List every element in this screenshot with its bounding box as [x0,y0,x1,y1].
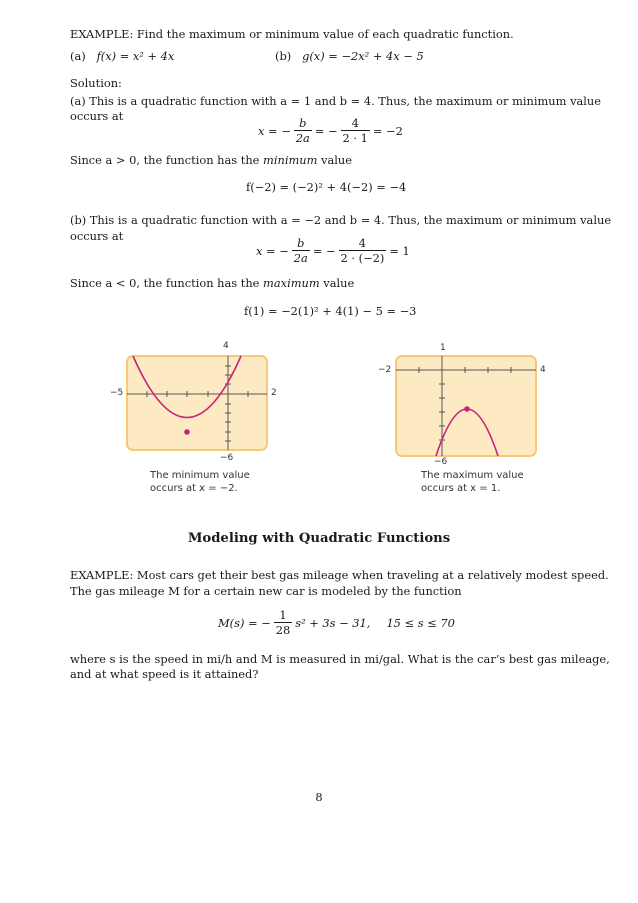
mileage-eq-den: 28 [275,623,291,637]
graph-right-y-top-label: 1 [440,343,446,353]
b-kind: maximum [263,276,320,290]
mileage-eq-domain: 15 ≤ s ≤ 70 [386,615,455,630]
graph-right-y-bottom-label: −6 [434,457,448,467]
graph-left-x-right-label: 2 [271,388,277,398]
graph-left-y-bottom-label: −6 [220,453,234,463]
a-eq-num1: b [299,116,307,130]
a-since-text: Since a > 0, the function has the [70,153,260,167]
a-value-equation: f(−2) = (−2)² + 4(−2) = −4 [246,180,407,194]
part-a-label: (a) [70,49,86,63]
graph-right-caption-line2: occurs at x = 1. [421,483,501,494]
a-eq-frac2 [341,116,370,145]
graph-left-y-top-label: 4 [223,341,229,351]
graph-left-caption-line2: occurs at x = −2. [150,483,238,494]
a-eq-frac1 [294,116,312,145]
a-eq-num2: 4 [351,116,359,130]
a-value-word: value [321,153,352,167]
part-a [70,49,174,64]
graph-right-caption-line1: The maximum value [421,470,524,481]
graph-left-x-left-label: −5 [110,388,124,398]
a-text-line1: (a) This is a quadratic function with a = 1 and b = 4. Thus, the maximum or minimum value [70,94,602,108]
part-b-label: (b) [275,49,292,63]
mileage-eq-num: 1 [279,608,287,622]
a-vertex-equation [258,116,403,145]
mileage-equation [218,608,455,637]
b-eq-den1: 2a [293,251,308,265]
b-eq-frac2 [339,236,387,265]
b-since [70,276,354,291]
example2-line4: and at what speed is it attained? [70,667,259,681]
part-a-function: f(x) = x² + 4x [96,49,175,63]
graph-maximum-frame [396,356,536,456]
b-eq-num1: b [297,236,305,250]
b-text-line2: occurs at [70,229,124,243]
part-b [275,49,424,64]
page-number: 8 [315,790,323,804]
b-vertex-equation [256,236,410,265]
b-since-text: Since a < 0, the function has the [70,276,260,290]
graph-maximum-vertex-point [464,406,470,412]
example2-line2: The gas mileage M for a certain new car is modeled by the function [70,584,462,598]
graph-right-x-left-label: −2 [378,365,392,375]
b-eq-den2: 2 · (−2) [340,251,385,265]
graph-right-x-right-label: 4 [540,365,546,375]
graph-minimum-vertex-point [184,429,190,435]
a-eq-den1: 2a [295,131,310,145]
b-text-line1: (b) This is a quadratic function with a = −2 and b = 4. Thus, the maximum or minimum value [70,213,612,227]
a-eq-den2: 2 · 1 [342,131,368,145]
mileage-eq-lhs: M(s) = − [218,615,271,630]
graph-left-caption-line1: The minimum value [150,470,250,481]
a-eq-lhs: x = − [258,123,291,138]
b-eq-frac1 [292,236,310,265]
graph-minimum-frame [127,356,267,450]
solution-label: Solution: [70,76,122,90]
a-eq-rhs: = −2 [372,123,403,138]
b-value-equation: f(1) = −2(1)² + 4(1) − 5 = −3 [244,304,417,318]
section-title: Modeling with Quadratic Functions [187,531,451,546]
b-eq-mid: = − [312,243,336,258]
example2-line1: EXAMPLE: Most cars get their best gas mileage when traveling at a relatively modest speed. [70,568,609,582]
a-kind: minimum [263,153,318,167]
mileage-eq-frac [274,608,293,637]
example1-intro: EXAMPLE: Find the maximum or minimum value of each quadratic function. [70,27,514,41]
a-eq-mid: = − [314,123,338,138]
b-eq-rhs: = 1 [389,243,410,258]
b-value-word: value [323,276,355,290]
a-since [70,153,352,168]
mileage-eq-rest: s² + 3s − 31, [295,615,371,630]
b-eq-lhs: x = − [256,243,289,258]
b-eq-num2: 4 [358,236,367,250]
graph-maximum [380,340,550,470]
part-b-function: g(x) = −2x² + 4x − 5 [302,49,424,63]
example2-line3: where s is the speed in mi/h and M is measured in mi/gal. What is the car’s best gas mileage, [70,652,610,666]
a-text-line2: occurs at [70,109,124,123]
